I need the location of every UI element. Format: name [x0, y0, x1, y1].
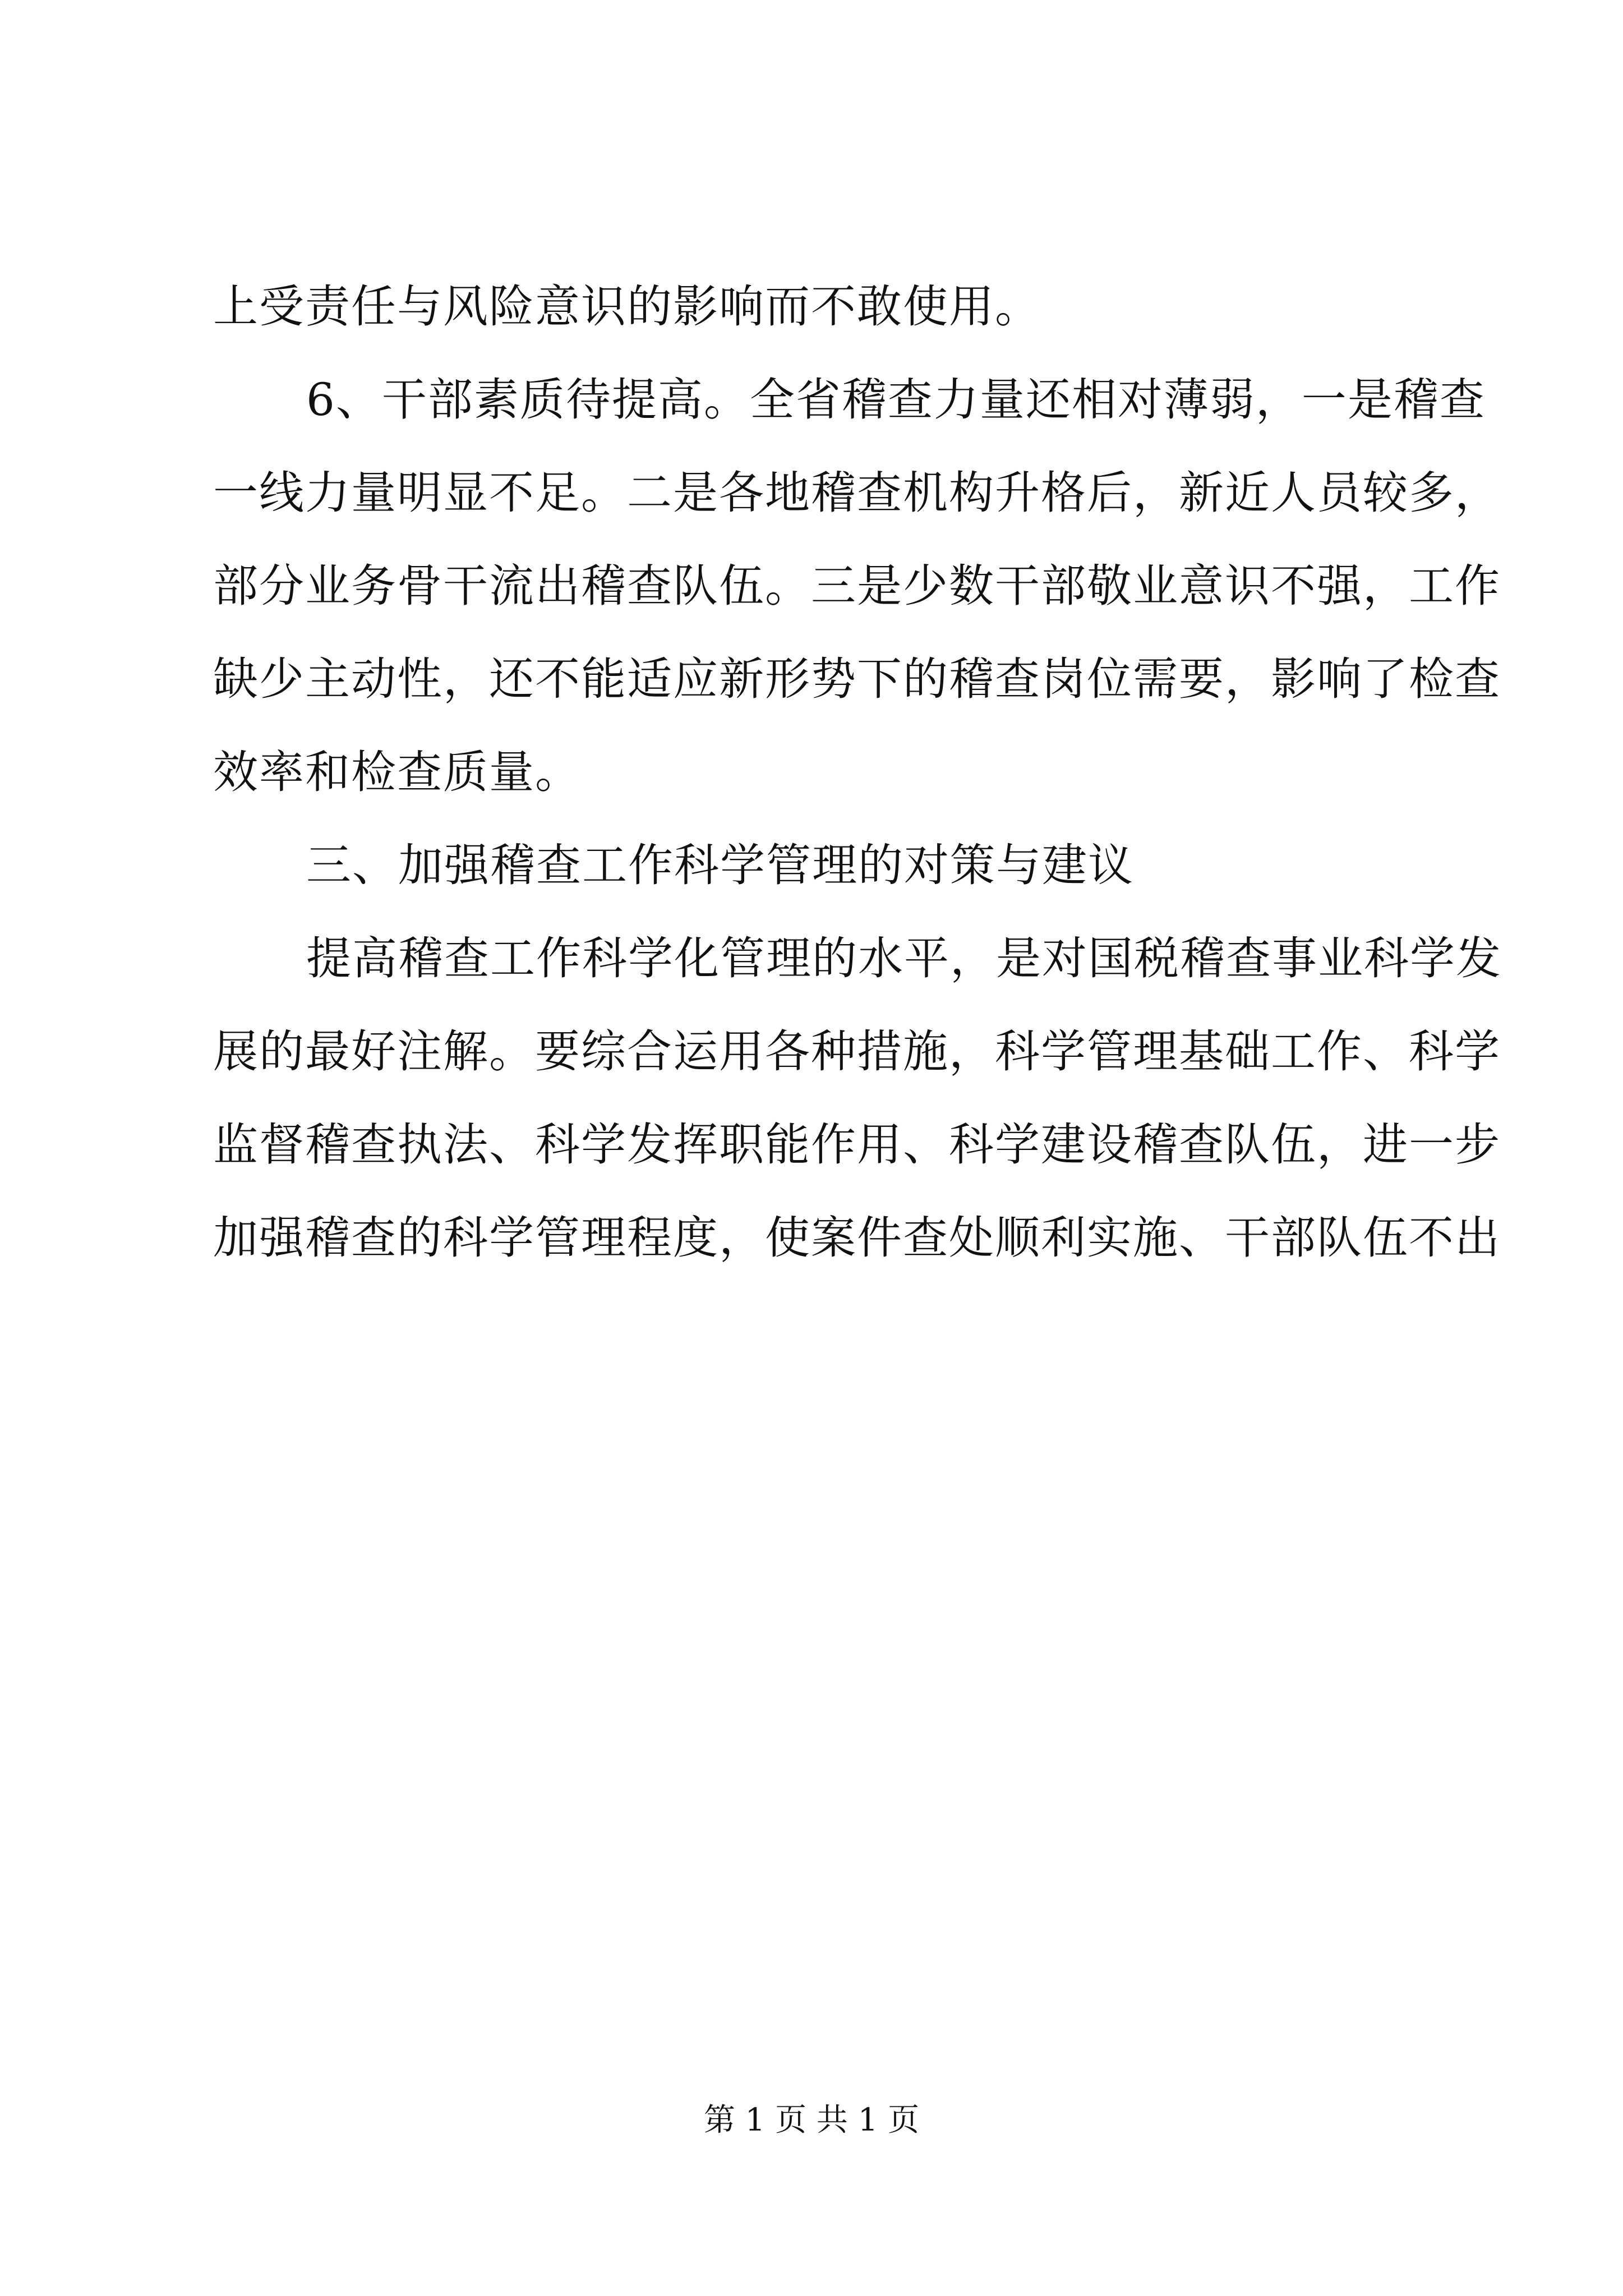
text-line: 提高稽查工作科学化管理的水平，是对国税稽查事业科学发: [306, 932, 1502, 984]
page-footer: [0, 2101, 1623, 2140]
text-line: 效率和检查质量。: [213, 746, 581, 798]
paragraph-continuation: [213, 260, 1424, 353]
text-line: 一线力量明显不足。二是各地稽查机构升格后，新近人员较多，: [213, 467, 1501, 519]
text-line: 展的最好注解。要综合运用各种措施，科学管理基础工作、科学: [213, 1025, 1501, 1078]
text-line: 部分业务骨干流出稽查队伍。三是少数干部敬业意识不强，工作: [213, 560, 1501, 612]
text-line: 加强稽查的科学管理程度，使案件查处顺利实施、干部队伍不出: [213, 1212, 1501, 1264]
section-heading: [213, 819, 1424, 912]
document-body: [213, 260, 1502, 1285]
text-line: 6、干部素质待提高。全省稽查力量还相对薄弱，一是稽查: [306, 374, 1486, 426]
page-number-indicator: 第 1 页 共 1 页: [703, 2102, 920, 2138]
paragraph-section-3-intro: [213, 912, 1502, 1285]
paragraph-item-6: [213, 353, 1501, 819]
text-line: 上受责任与风险意识的影响而不敢使用。: [213, 280, 1041, 333]
text-line: 缺少主动性，还不能适应新形势下的稽查岗位需要，影响了检查: [213, 653, 1501, 705]
text-line: 监督稽查执法、科学发挥职能作用、科学建设稽查队伍，进一步: [213, 1119, 1501, 1171]
section-heading-text: 三、加强稽查工作科学管理的对策与建议: [306, 839, 1134, 891]
